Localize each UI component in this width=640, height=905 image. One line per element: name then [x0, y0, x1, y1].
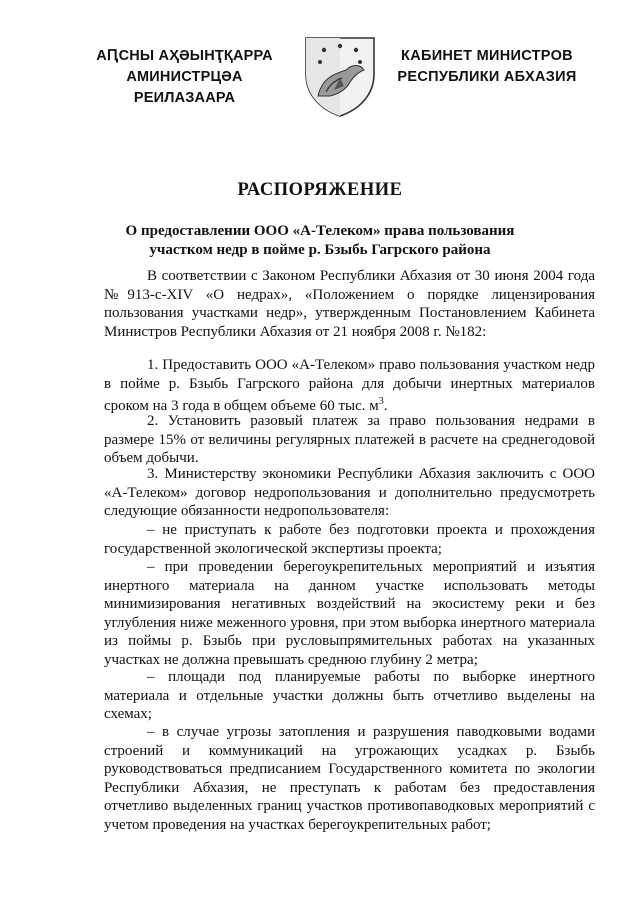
item-3-text: 3. Министерству экономики Республики Абхазия заключить с ООО «А-Телеком» договор недропользования и дополнительно предусмотреть следующие обязанности недропользователя:: [104, 466, 595, 519]
preamble-text: В соответствии с Законом Республики Абхазия от 30 июня 2004 года №913-с-XIV «О недрах», «Положением о порядке лицензирования пользования участками недр», утвержденным Постановлением Кабинета Министров Республики Абхазия от 21 ноября 2008 г. №182:: [104, 268, 595, 340]
header-right-line1: КАБИНЕТ МИНИСТРОВ: [401, 48, 573, 64]
subject-line2: участком недр в пойме р. Бзыбь Гагрского района: [149, 242, 491, 258]
header-right: [388, 46, 586, 88]
obligation-4-text: – в случае угрозы затопления и разрушения паводковыми водами строений и коммуникаций на угрожающих усадках р. Бзыбь руководствоваться предписанием Государственного комитета по экологии Республики Абхазия, не преступать к работам без предоставления отчетливо выделенных границ участков противопаводковых мероприятий с учетом проведения на участках берегоукрепительных работ;: [104, 724, 595, 833]
obligation-2: [104, 558, 595, 669]
header-right-line2: РЕСПУБЛИКИ АБХАЗИЯ: [397, 69, 577, 85]
item-1: [104, 356, 595, 416]
header-left-line2: АМИНИСТРЦӘА РЕИЛАЗААРА: [126, 69, 243, 106]
obligation-4: [104, 723, 595, 834]
item-1-text: 1. Предоставить ООО «А-Телеком» право пользования участком недр в пойме р. Бзыбь Гагрского района для добычи инертных материалов сроком на 3 года в общем объеме 60 тыс. м: [104, 357, 595, 414]
item-1-superscript: 3: [378, 396, 384, 407]
obligation-1: [104, 521, 595, 558]
document-subject: [110, 222, 530, 260]
obligation-3: [104, 668, 595, 724]
subject-line1: О предоставлении ООО «А-Телеком» права пользования: [125, 223, 515, 239]
state-emblem-icon: [300, 34, 380, 118]
obligation-2-text: – при проведении берегоукрепительных мероприятий и изъятия инертного материала на данном участке использовать методы минимизирования негативных воздействий на экосистему реки и без углубления ниже меженного уровня, при этом выборка инертного материала из поймы р. Бзыбь при русловыпрямительных работах на указанных участках не должна превышать среднюю глубину 2 метра;: [104, 559, 595, 668]
document-title: РАСПОРЯЖЕНИЕ: [237, 180, 403, 200]
item-1-end: .: [383, 398, 388, 414]
obligation-3-text: – площади под планируемые работы по выборке инертного материала и отдельные участки должны быть отчетливо выделены на схемах;: [104, 669, 595, 722]
item-3: [104, 465, 595, 521]
header-left-line1: АԤСНЫ АҲӘЫНҬҚАРРА: [96, 48, 273, 64]
obligation-1-text: – не приступать к работе без подготовки проекта и прохождения государственной экологической экспертизы проекта;: [104, 522, 595, 557]
item-2: [104, 412, 595, 468]
item-2-text: 2. Установить разовый платеж за право пользования недрами в размере 15% от величины регулярных платежей в расчете на среднегодовой объем добычи.: [104, 413, 595, 466]
header-left: [82, 46, 287, 109]
preamble-paragraph: [104, 267, 595, 341]
